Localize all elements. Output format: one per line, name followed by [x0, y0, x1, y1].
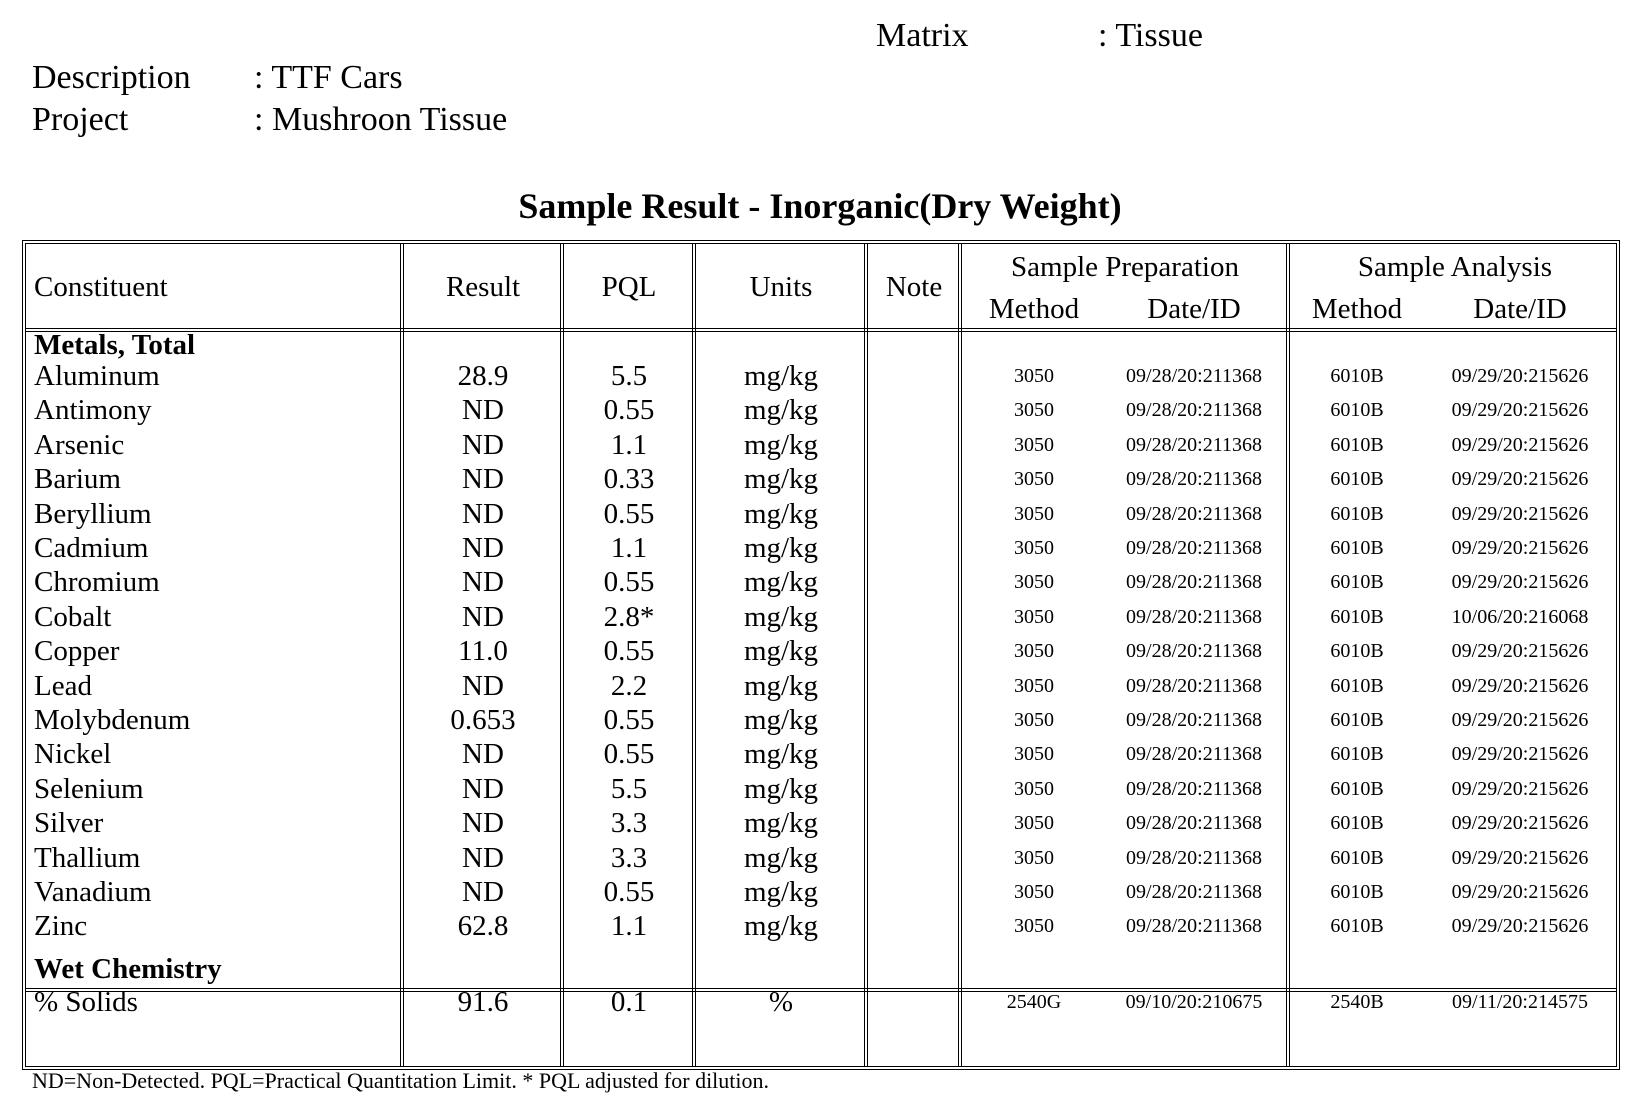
- header-result: Result: [445, 271, 521, 303]
- cell-prep-date: 09/28/20:211368: [1126, 881, 1262, 903]
- cell-prep-date: 09/28/20:211368: [1126, 743, 1262, 766]
- cell-prep-method: 3050: [1014, 915, 1054, 938]
- cell-anal-date: 09/29/20:215626: [1451, 537, 1589, 559]
- header-constituent: Constituent: [34, 271, 168, 303]
- cell-constituent: Silver: [34, 807, 104, 840]
- cell-units: mg/kg: [743, 532, 819, 564]
- cell-anal-method: 2540B: [1330, 991, 1384, 1013]
- cell-prep-date: 09/28/20:211368: [1126, 812, 1262, 835]
- cell-pql: 5.5: [610, 772, 648, 805]
- header-divider: [26, 328, 1616, 332]
- cell-prep-method: 3050: [1014, 571, 1054, 594]
- cell-units: mg/kg: [743, 394, 819, 427]
- cell-constituent: Chromium: [34, 566, 160, 599]
- cell-constituent: Antimony: [34, 394, 152, 427]
- header-analysis-method: Method: [1311, 293, 1403, 325]
- cell-result: ND: [462, 807, 504, 840]
- cell-result: 62.8: [457, 910, 509, 943]
- cell-result: 28.9: [457, 360, 509, 392]
- cell-prep-method: 3050: [1014, 674, 1054, 697]
- cell-anal-method: 6010B: [1330, 743, 1384, 766]
- cell-result: ND: [462, 428, 504, 461]
- cell-units: mg/kg: [743, 841, 819, 874]
- cell-result: ND: [462, 738, 504, 771]
- cell-prep-date: 09/28/20:211368: [1126, 468, 1262, 491]
- cell-prep-method: 3050: [1014, 605, 1054, 628]
- cell-prep-method: 3050: [1014, 365, 1054, 387]
- cell-prep-method: 2540G: [1006, 991, 1062, 1013]
- cell-anal-date: 10/06/20:216068: [1451, 605, 1589, 628]
- cell-prep-method: 3050: [1014, 640, 1054, 663]
- cell-anal-method: 6010B: [1330, 640, 1384, 663]
- cell-anal-date: 09/29/20:215626: [1451, 433, 1589, 456]
- cell-result: ND: [462, 669, 504, 702]
- column-divider: [400, 244, 404, 1066]
- cell-pql: 1.1: [610, 532, 648, 564]
- section-wet-chemistry: Wet Chemistry: [34, 953, 222, 985]
- cell-units: mg/kg: [743, 566, 819, 599]
- cell-prep-method: 3050: [1014, 846, 1054, 869]
- cell-constituent: Beryllium: [34, 497, 152, 530]
- cell-anal-date: 09/29/20:215626: [1451, 571, 1589, 594]
- cell-anal-method: 6010B: [1330, 502, 1384, 525]
- header-pql: PQL: [601, 271, 657, 303]
- cell-pql: 2.8*: [603, 600, 655, 633]
- cell-prep-date: 09/10/20:210675: [1125, 991, 1263, 1013]
- cell-result: 91.6: [457, 986, 509, 1018]
- cell-prep-method: 3050: [1014, 399, 1054, 422]
- description-label: Description: [32, 59, 191, 96]
- description-value: : TTF Cars: [254, 59, 403, 96]
- header-sample-preparation: Sample Preparation: [1011, 251, 1239, 283]
- cell-anal-method: 6010B: [1330, 571, 1384, 594]
- cell-prep-method: 3050: [1014, 743, 1054, 766]
- cell-pql: 0.55: [603, 566, 655, 599]
- cell-anal-method: 6010B: [1330, 777, 1384, 800]
- cell-pql: 3.3: [610, 807, 648, 840]
- cell-prep-date: 09/28/20:211368: [1126, 846, 1262, 869]
- cell-pql: 1.1: [610, 910, 648, 943]
- cell-units: %: [768, 986, 794, 1018]
- cell-units: mg/kg: [743, 463, 819, 496]
- cell-units: mg/kg: [743, 600, 819, 633]
- cell-anal-date: 09/29/20:215626: [1451, 915, 1589, 938]
- cell-constituent: Thallium: [34, 841, 141, 874]
- cell-constituent: Molybdenum: [34, 704, 191, 736]
- cell-prep-method: 3050: [1014, 812, 1054, 835]
- header-units: Units: [749, 271, 813, 303]
- cell-prep-date: 09/28/20:211368: [1126, 777, 1262, 800]
- cell-constituent: Zinc: [34, 910, 88, 943]
- cell-pql: 2.2: [610, 669, 648, 702]
- header-prep-date-id: Date/ID: [1147, 293, 1241, 325]
- cell-result: 0.653: [450, 704, 516, 736]
- cell-anal-method: 6010B: [1330, 709, 1384, 731]
- cell-result: ND: [462, 600, 504, 633]
- cell-prep-date: 09/28/20:211368: [1126, 915, 1262, 938]
- cell-anal-date: 09/29/20:215626: [1451, 674, 1589, 697]
- cell-units: mg/kg: [743, 497, 819, 530]
- cell-prep-method: 3050: [1014, 709, 1054, 731]
- cell-constituent: Barium: [34, 463, 121, 496]
- project-label: Project: [32, 101, 129, 138]
- cell-anal-date: 09/29/20:215626: [1451, 777, 1589, 800]
- cell-anal-date: 09/29/20:215626: [1451, 812, 1589, 835]
- cell-prep-date: 09/28/20:211368: [1126, 502, 1262, 525]
- cell-constituent: Selenium: [34, 772, 144, 805]
- cell-pql: 0.55: [603, 635, 655, 668]
- cell-anal-method: 6010B: [1330, 468, 1384, 491]
- cell-prep-date: 09/28/20:211368: [1126, 571, 1262, 594]
- footnote: ND=Non-Detected. PQL=Practical Quantitation Limit. * PQL adjusted for dilution.: [32, 1068, 770, 1093]
- cell-anal-date: 09/29/20:215626: [1451, 468, 1589, 491]
- cell-anal-date: 09/29/20:215626: [1451, 881, 1589, 903]
- cell-constituent: Cadmium: [34, 532, 149, 564]
- cell-anal-method: 6010B: [1330, 846, 1384, 869]
- header-note: Note: [885, 271, 943, 303]
- cell-units: mg/kg: [743, 910, 819, 943]
- cell-prep-method: 3050: [1014, 881, 1054, 903]
- cell-anal-date: 09/29/20:215626: [1451, 640, 1589, 663]
- cell-units: mg/kg: [743, 704, 819, 736]
- cell-result: ND: [462, 463, 504, 496]
- cell-result: ND: [462, 532, 504, 564]
- cell-anal-method: 6010B: [1330, 812, 1384, 835]
- cell-anal-date: 09/29/20:215626: [1451, 709, 1589, 731]
- cell-anal-method: 6010B: [1330, 365, 1384, 387]
- report-title: Sample Result - Inorganic(Dry Weight): [518, 186, 1122, 226]
- cell-anal-method: 6010B: [1330, 399, 1384, 422]
- cell-prep-date: 09/28/20:211368: [1126, 674, 1262, 697]
- header-prep-method: Method: [988, 293, 1080, 325]
- cell-result: 11.0: [458, 635, 508, 668]
- cell-constituent: Copper: [34, 635, 120, 668]
- cell-units: mg/kg: [743, 669, 819, 702]
- results-table: [22, 240, 1620, 1070]
- section-metals-total: Metals, Total: [34, 329, 196, 361]
- cell-anal-date: 09/11/20:214575: [1452, 991, 1588, 1013]
- cell-anal-method: 6010B: [1330, 881, 1384, 903]
- cell-anal-method: 6010B: [1330, 537, 1384, 559]
- column-divider: [560, 244, 564, 1066]
- cell-units: mg/kg: [743, 428, 819, 461]
- column-divider: [692, 244, 696, 1066]
- cell-prep-method: 3050: [1014, 433, 1054, 456]
- cell-units: mg/kg: [743, 360, 819, 392]
- cell-pql: 5.5: [610, 360, 648, 392]
- cell-prep-date: 09/28/20:211368: [1126, 365, 1262, 387]
- cell-prep-method: 3050: [1014, 502, 1054, 525]
- cell-pql: 0.55: [603, 876, 655, 908]
- column-divider: [958, 244, 962, 1066]
- cell-anal-date: 09/29/20:215626: [1451, 743, 1589, 766]
- header-sample-analysis: Sample Analysis: [1357, 251, 1553, 283]
- cell-pql: 0.33: [603, 463, 655, 496]
- cell-pql: 0.1: [610, 986, 648, 1018]
- cell-constituent: % Solids: [34, 986, 138, 1018]
- cell-anal-date: 09/29/20:215626: [1451, 399, 1589, 422]
- cell-prep-date: 09/28/20:211368: [1126, 640, 1262, 663]
- column-divider: [1286, 244, 1290, 1066]
- cell-result: ND: [462, 841, 504, 874]
- cell-anal-method: 6010B: [1330, 915, 1384, 938]
- cell-prep-method: 3050: [1014, 777, 1054, 800]
- cell-prep-date: 09/28/20:211368: [1126, 433, 1262, 456]
- cell-units: mg/kg: [743, 635, 819, 668]
- matrix-value: : Tissue: [1098, 17, 1203, 54]
- cell-prep-method: 3050: [1014, 537, 1054, 559]
- cell-constituent: Lead: [34, 669, 92, 702]
- cell-prep-date: 09/28/20:211368: [1126, 537, 1262, 559]
- cell-result: ND: [462, 497, 504, 530]
- cell-constituent: Vanadium: [34, 876, 152, 908]
- cell-prep-method: 3050: [1014, 468, 1054, 491]
- header-analysis-date-id: Date/ID: [1473, 293, 1567, 325]
- cell-pql: 0.55: [603, 394, 655, 427]
- cell-anal-method: 6010B: [1330, 605, 1384, 628]
- cell-pql: 1.1: [610, 428, 648, 461]
- cell-anal-date: 09/29/20:215626: [1451, 502, 1589, 525]
- cell-units: mg/kg: [743, 876, 819, 908]
- cell-pql: 3.3: [610, 841, 648, 874]
- cell-units: mg/kg: [743, 772, 819, 805]
- cell-result: ND: [462, 566, 504, 599]
- cell-anal-date: 09/29/20:215626: [1451, 846, 1589, 869]
- cell-pql: 0.55: [603, 738, 655, 771]
- cell-anal-method: 6010B: [1330, 674, 1384, 697]
- cell-anal-date: 09/29/20:215626: [1451, 365, 1589, 387]
- cell-result: ND: [462, 394, 504, 427]
- cell-prep-date: 09/28/20:211368: [1126, 399, 1262, 422]
- cell-prep-date: 09/28/20:211368: [1126, 709, 1262, 731]
- cell-pql: 0.55: [603, 497, 655, 530]
- cell-constituent: Nickel: [34, 738, 112, 771]
- cell-result: ND: [462, 772, 504, 805]
- cell-constituent: Arsenic: [34, 428, 125, 461]
- cell-units: mg/kg: [743, 738, 819, 771]
- cell-pql: 0.55: [603, 704, 655, 736]
- cell-result: ND: [462, 876, 504, 908]
- cell-constituent: Aluminum: [34, 360, 160, 392]
- cell-anal-method: 6010B: [1330, 433, 1384, 456]
- matrix-label: Matrix: [876, 17, 969, 54]
- cell-prep-date: 09/28/20:211368: [1126, 605, 1262, 628]
- cell-units: mg/kg: [743, 807, 819, 840]
- column-divider: [864, 244, 868, 1066]
- project-value: : Mushroon Tissue: [254, 101, 508, 138]
- cell-constituent: Cobalt: [34, 600, 112, 633]
